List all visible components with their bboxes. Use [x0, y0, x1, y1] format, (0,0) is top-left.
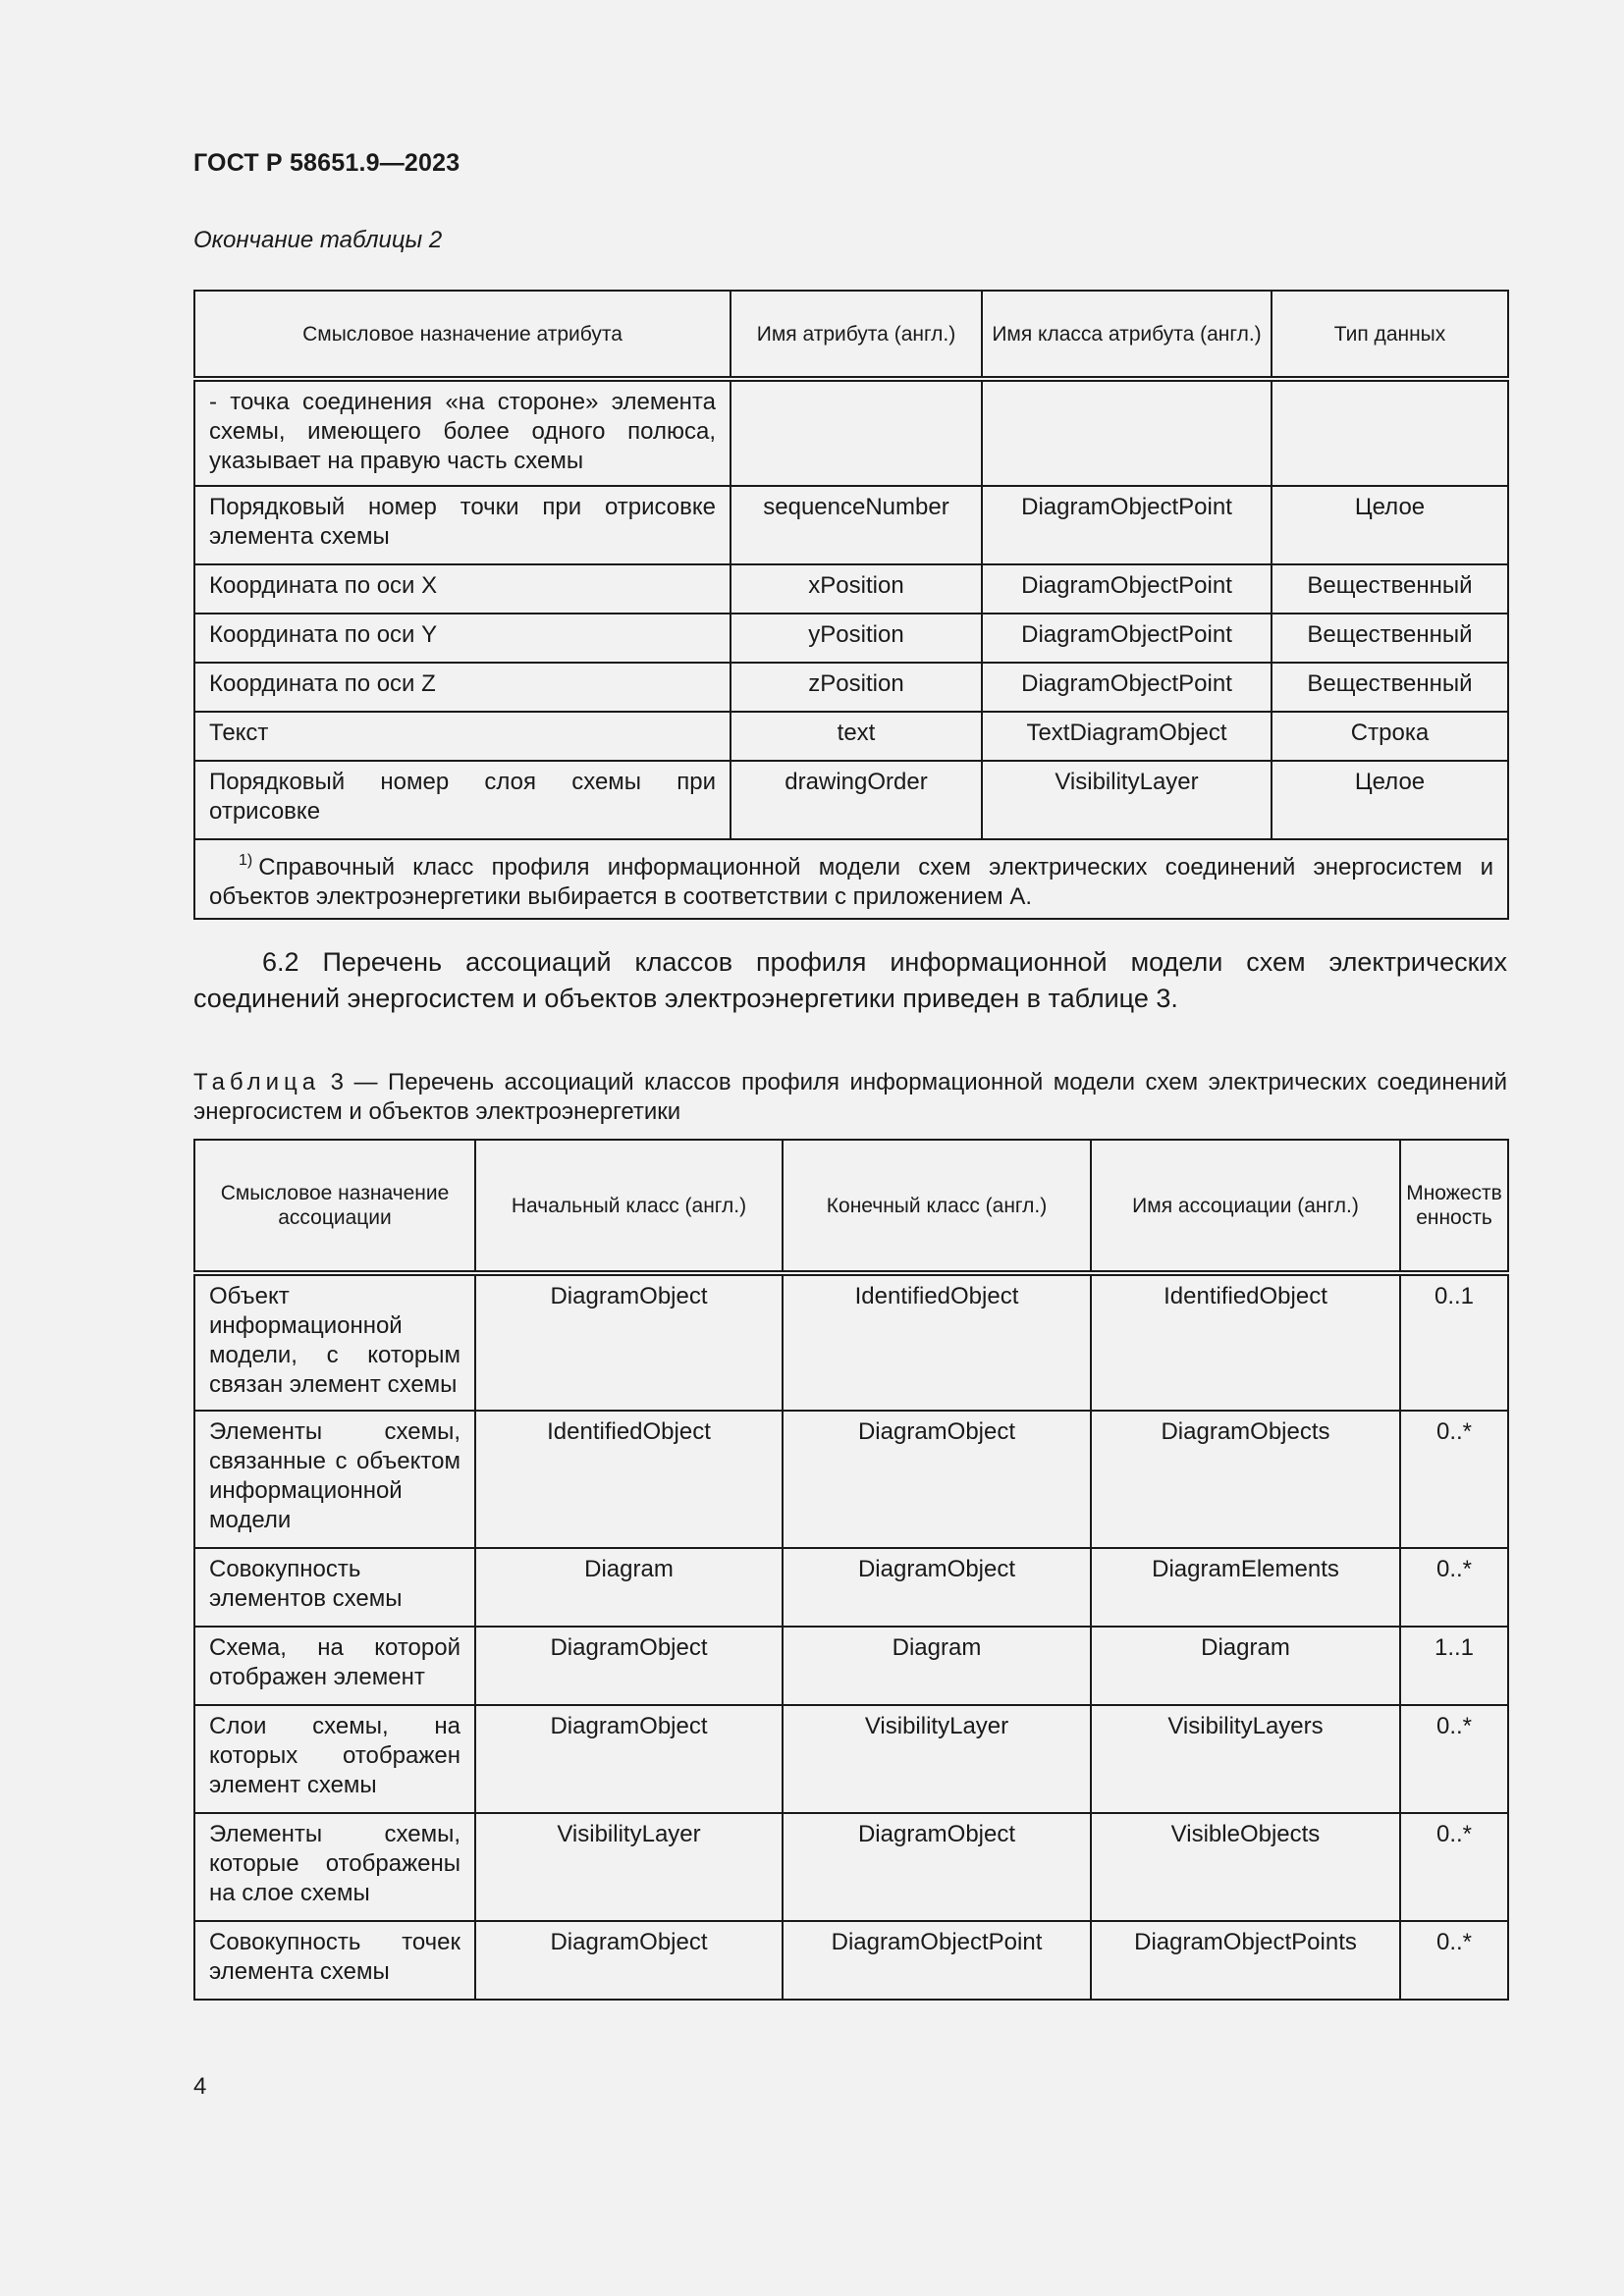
table-row [194, 712, 1508, 761]
table-cell: DiagramObjectPoint [982, 564, 1272, 614]
table-cell: DiagramObject [475, 1705, 783, 1813]
table-cell: 0..* [1400, 1548, 1508, 1627]
table-cell: Элементы схемы, связанные с объектом информационной модели [194, 1411, 475, 1548]
table-cell: zPosition [731, 663, 982, 712]
table-cell: VisibilityLayer [783, 1705, 1091, 1813]
column-header: Начальный класс (англ.) [475, 1140, 783, 1273]
standard-designation: ГОСТ Р 58651.9—2023 [193, 149, 460, 177]
table-header-row [194, 291, 1508, 379]
table-continuation-caption: Окончание таблицы 2 [193, 227, 443, 253]
table-cell: Координата по оси X [194, 564, 731, 614]
table-row [194, 1705, 1508, 1813]
table-cell: IdentifiedObject [1091, 1273, 1400, 1411]
table-cell: yPosition [731, 614, 982, 663]
column-header: Имя ассоциации (англ.) [1091, 1140, 1400, 1273]
table-row [194, 761, 1508, 839]
table-cell: Текст [194, 712, 731, 761]
table-cell: Совокупность точек элемента схемы [194, 1921, 475, 2000]
table-cell: Координата по оси Y [194, 614, 731, 663]
table-cell: Вещественный [1272, 564, 1508, 614]
table-cell: IdentifiedObject [475, 1411, 783, 1548]
table-cell: 0..* [1400, 1813, 1508, 1921]
table-cell [1272, 379, 1508, 486]
table-caption [193, 1068, 1507, 1127]
table-cell: Схема, на которой отображен элемент [194, 1627, 475, 1705]
column-header: Имя атрибута (англ.) [731, 291, 982, 379]
table-cell: VisibilityLayer [475, 1813, 783, 1921]
table-row [194, 486, 1508, 564]
associations-table [193, 1139, 1509, 2001]
table-row [194, 564, 1508, 614]
table-cell: 0..1 [1400, 1273, 1508, 1411]
footnote-text: Справочный класс профиля информационной модели схем электрических соединений энергосистем и объектов электроэнергетики выбирается в соответствии с приложением А. [209, 854, 1493, 910]
table-cell: VisibilityLayers [1091, 1705, 1400, 1813]
table-cell: Diagram [783, 1627, 1091, 1705]
table-cell: - точка соединения «на стороне» элемента схемы, имеющего более одного полюса, указывает на правую часть схемы [194, 379, 731, 486]
column-header: Смысловое назначение атрибута [194, 291, 731, 379]
table-row [194, 379, 1508, 486]
table-row [194, 663, 1508, 712]
table-row [194, 1273, 1508, 1411]
column-header: Тип данных [1272, 291, 1508, 379]
table-cell: Совокупность элементов схемы [194, 1548, 475, 1627]
table-cell: Слои схемы, на которых отображен элемент схемы [194, 1705, 475, 1813]
table-footnote-row [194, 839, 1508, 919]
column-header: Смысловое назначение ассоциации [194, 1140, 475, 1273]
table-row [194, 1921, 1508, 2000]
table-cell: Координата по оси Z [194, 663, 731, 712]
table-row [194, 1627, 1508, 1705]
section-paragraph: 6.2 Перечень ассоциаций классов профиля информационной модели схем электрических соединений энергосистем и объектов электроэнергетики приведен в таблице 3. [193, 947, 1507, 1013]
table-cell: Вещественный [1272, 614, 1508, 663]
table-cell: Целое [1272, 486, 1508, 564]
table-cell [982, 379, 1272, 486]
footnote-mark: 1) [239, 852, 253, 869]
table-row [194, 1548, 1508, 1627]
table-row [194, 614, 1508, 663]
table-cell: Вещественный [1272, 663, 1508, 712]
table-cell [731, 379, 982, 486]
table-cell: text [731, 712, 982, 761]
table-row [194, 1411, 1508, 1548]
table-cell: DiagramObject [475, 1273, 783, 1411]
table-cell: DiagramObjects [1091, 1411, 1400, 1548]
table-cell: drawingOrder [731, 761, 982, 839]
column-header: Конечный класс (англ.) [783, 1140, 1091, 1273]
table-cell: DiagramObject [475, 1627, 783, 1705]
table-cell: DiagramObjectPoints [1091, 1921, 1400, 2000]
table-cell: 0..* [1400, 1921, 1508, 2000]
table-cell: TextDiagramObject [982, 712, 1272, 761]
table-cell: DiagramObject [475, 1921, 783, 2000]
page-number: 4 [193, 2073, 207, 2100]
table-cell: IdentifiedObject [783, 1273, 1091, 1411]
table-cell: DiagramObject [783, 1411, 1091, 1548]
table-cell: DiagramObjectPoint [982, 486, 1272, 564]
table-cell: DiagramObjectPoint [783, 1921, 1091, 2000]
column-header: Имя класса атрибута (англ.) [982, 291, 1272, 379]
table-cell: 1..1 [1400, 1627, 1508, 1705]
table-cell: xPosition [731, 564, 982, 614]
table-cell: VisibilityLayer [982, 761, 1272, 839]
table-row [194, 1813, 1508, 1921]
table-cell: Элементы схемы, которые отображены на слое схемы [194, 1813, 475, 1921]
table-cell: VisibleObjects [1091, 1813, 1400, 1921]
table-cell: Порядковый номер точки при отрисовке элемента схемы [194, 486, 731, 564]
table-cell: 0..* [1400, 1411, 1508, 1548]
attributes-table [193, 290, 1509, 920]
table-cell: Порядковый номер слоя схемы при отрисовке [194, 761, 731, 839]
table-cell: 0..* [1400, 1705, 1508, 1813]
table-cell: DiagramObject [783, 1813, 1091, 1921]
table-cell: Diagram [1091, 1627, 1400, 1705]
table-cell: DiagramElements [1091, 1548, 1400, 1627]
table-caption-label: Таблица [193, 1069, 321, 1095]
table-cell: Объект информационной модели, с которым связан элемент схемы [194, 1273, 475, 1411]
table-cell: DiagramObject [783, 1548, 1091, 1627]
table-cell: Целое [1272, 761, 1508, 839]
table-header-row [194, 1140, 1508, 1273]
table-cell: DiagramObjectPoint [982, 614, 1272, 663]
table-cell: sequenceNumber [731, 486, 982, 564]
column-header: Множественность [1400, 1140, 1508, 1273]
table-caption-text: 3 — Перечень ассоциаций классов профиля информационной модели схем электрических соединений энергосистем и объектов электроэнергетики [193, 1069, 1507, 1125]
table-cell: Diagram [475, 1548, 783, 1627]
table-cell: Строка [1272, 712, 1508, 761]
table-footnote [194, 839, 1508, 919]
table-cell: DiagramObjectPoint [982, 663, 1272, 712]
